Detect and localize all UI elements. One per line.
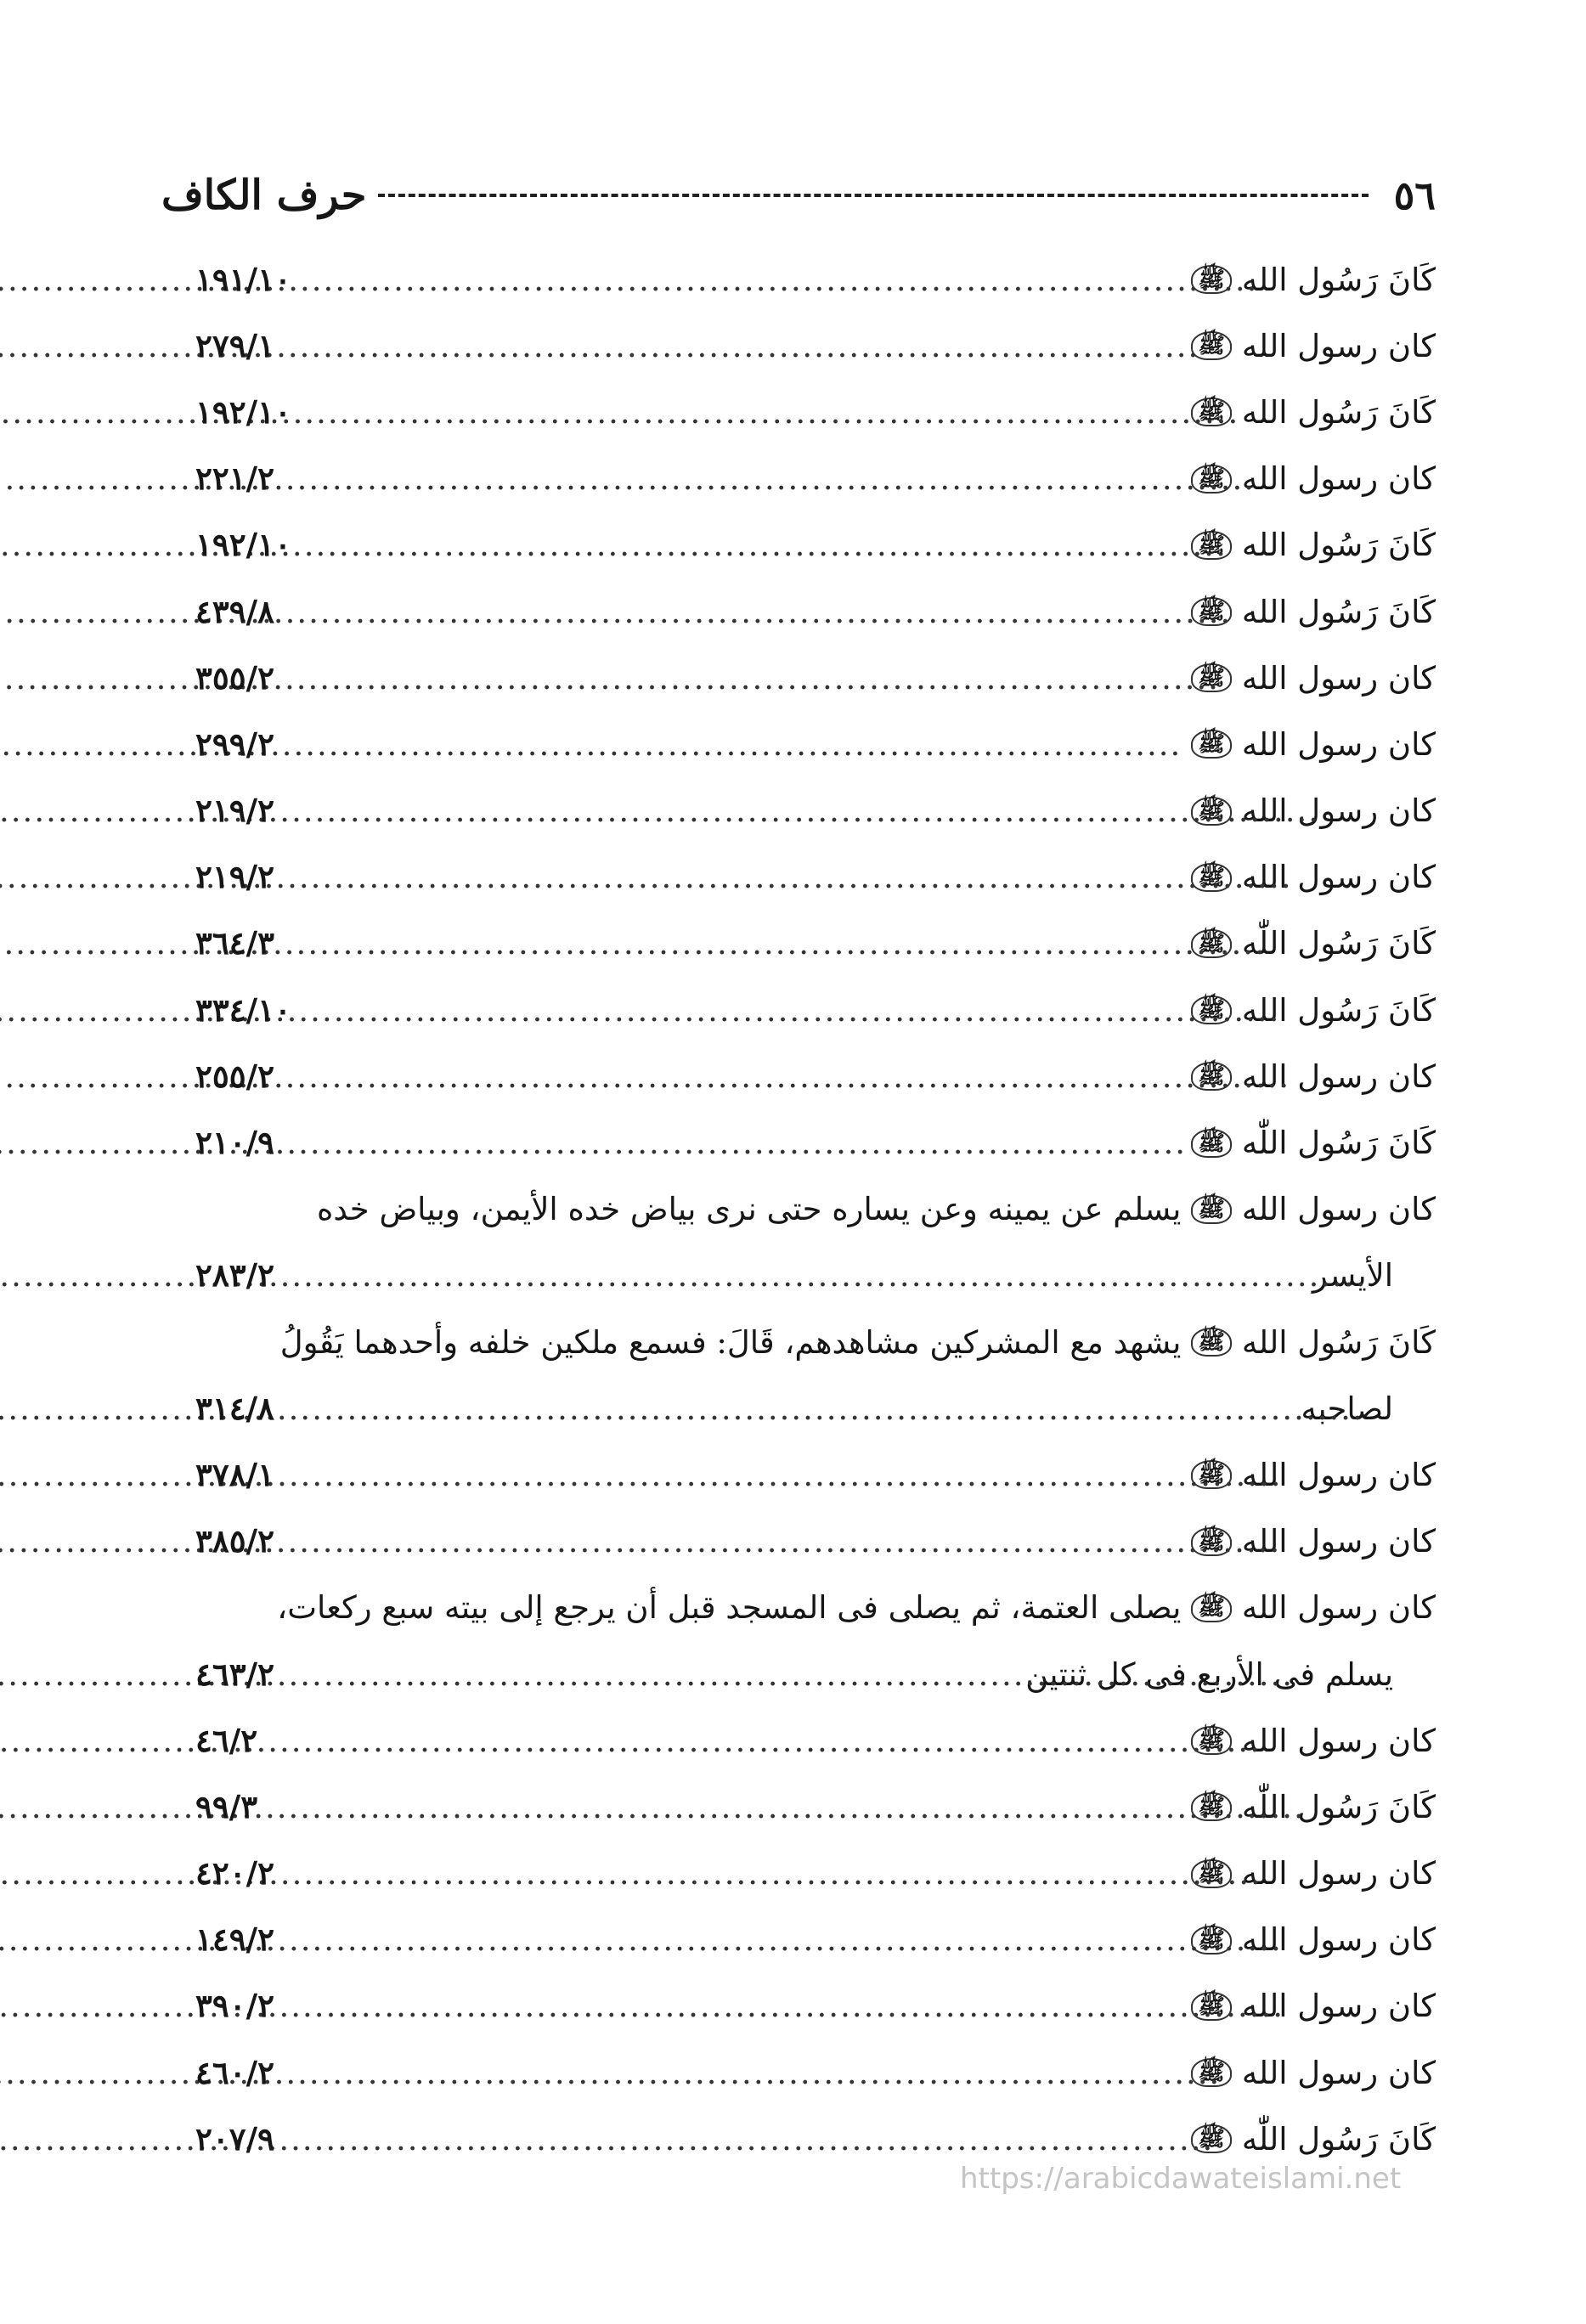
entry-opening: كَانَ رَسُول الله xyxy=(1241,1323,1436,1361)
entry-reference: ٩٩/٣ xyxy=(195,1787,258,1825)
entry-opening: كان رسول الله xyxy=(1241,659,1436,697)
watermark: https://arabicdawateislami.net xyxy=(960,2162,1402,2196)
leader-dots xyxy=(278,1526,1281,1557)
index-entry xyxy=(195,778,1436,844)
index-entry xyxy=(195,1841,1436,1907)
salutation-glyph-icon: ﷺ xyxy=(1191,730,1231,759)
entry-opening: كَانَ رَسُول الله xyxy=(1241,593,1436,630)
entry-text xyxy=(1198,1788,1436,1825)
salutation-glyph-icon: ﷺ xyxy=(1191,863,1231,892)
entry-opening: كان رسول الله xyxy=(1241,1722,1436,1759)
entry-line xyxy=(195,1043,1436,1109)
entry-line xyxy=(195,1707,1436,1774)
index-entry xyxy=(195,1973,1436,2039)
salutation-glyph-icon: ﷺ xyxy=(1191,1594,1231,1622)
entry-line xyxy=(195,379,1436,445)
entry-opening: كَانَ رَسُول الله xyxy=(1241,991,1436,1029)
entry-continuation-line xyxy=(195,1243,1436,1309)
salutation-glyph-icon: ﷺ xyxy=(1191,331,1231,360)
leader-dots xyxy=(295,995,1280,1026)
index-entry xyxy=(195,1109,1436,1176)
entry-line xyxy=(195,977,1436,1043)
salutation-glyph-icon: ﷺ xyxy=(1191,929,1231,958)
entry-reference: ٢٩٩/٢ xyxy=(195,725,275,763)
entry-opening: كان رسول الله xyxy=(1241,1058,1436,1095)
entry-reference: ١٤٩/٢ xyxy=(195,1921,275,1959)
leader-dots xyxy=(261,1791,1306,1823)
entry-reference: ٤٦٣/٢ xyxy=(195,1655,275,1693)
entry-line xyxy=(195,645,1436,711)
entry-text xyxy=(1198,793,1436,830)
entry-reference: ٣١٤/٨ xyxy=(195,1389,275,1427)
salutation-glyph-icon: ﷺ xyxy=(1191,265,1231,294)
leader-dots xyxy=(278,463,1256,494)
leader-dots xyxy=(278,1459,1283,1491)
index-entry xyxy=(195,1176,1436,1309)
entry-reference: ٢٥٥/٢ xyxy=(195,1057,275,1095)
entry-line xyxy=(195,313,1436,379)
entry-reference: ٣٧٨/١ xyxy=(195,1455,275,1493)
index-entry xyxy=(195,1907,1436,1973)
entry-reference: ٢١٩/٢ xyxy=(195,792,275,830)
salutation-glyph-icon: ﷺ xyxy=(1191,1527,1231,1556)
index-entry xyxy=(195,1707,1436,1774)
salutation-glyph-icon: ﷺ xyxy=(1191,398,1231,426)
entry-text xyxy=(1025,1656,1393,1693)
leader-dots xyxy=(295,529,1228,561)
leader-dots xyxy=(278,1127,1187,1159)
entry-line xyxy=(195,512,1436,578)
entry-opening: كَانَ رَسُول اللّٰه xyxy=(1241,1125,1436,1162)
entry-line xyxy=(195,1509,1436,1575)
entry-opening: كان رسول الله xyxy=(1241,1191,1436,1228)
leader-dots xyxy=(278,1990,1284,2022)
entry-opening: كان رسول الله xyxy=(1241,460,1436,498)
entry-content: يسلم فى الأربع فى كل ثنتين xyxy=(1025,1656,1393,1693)
leader-dots xyxy=(278,928,1267,959)
entry-text xyxy=(1198,593,1436,630)
entry-reference: ٢٠٧/٩ xyxy=(195,2119,275,2158)
hadith-index-list xyxy=(195,246,1436,2172)
index-entry xyxy=(195,1043,1436,1109)
leader-dots xyxy=(278,861,1293,893)
index-entry xyxy=(195,446,1436,512)
entry-opening: كَانَ رَسُول الله xyxy=(1241,393,1436,431)
entry-line xyxy=(195,2039,1436,2106)
entry-reference: ٢١٩/٢ xyxy=(195,858,275,896)
salutation-glyph-icon: ﷺ xyxy=(1191,531,1231,560)
leader-dots xyxy=(278,1393,1364,1424)
entry-opening: كان رسول الله xyxy=(1241,1523,1436,1560)
entry-reference: ٤٦٠/٢ xyxy=(195,2053,275,2091)
entry-line xyxy=(195,1973,1436,2039)
index-entry xyxy=(195,1441,1436,1508)
entry-text xyxy=(1198,1988,1436,2025)
entry-text xyxy=(1198,859,1436,896)
entry-line xyxy=(195,1774,1436,1840)
salutation-glyph-icon: ﷺ xyxy=(1191,2058,1231,2087)
section-title: حرف الكاف xyxy=(161,172,367,219)
salutation-glyph-icon: ﷺ xyxy=(1191,1460,1231,1489)
entry-opening: كَانَ رَسُول اللّٰه xyxy=(1241,1788,1436,1825)
entry-text xyxy=(317,1191,1436,1228)
entry-text xyxy=(1198,2120,1436,2158)
entry-reference: ٣٦٤/٣ xyxy=(195,924,275,962)
leader-dots xyxy=(278,2057,1221,2089)
leader-dots xyxy=(295,264,1259,296)
entry-line xyxy=(195,711,1436,777)
entry-text xyxy=(1301,1390,1393,1427)
entry-content: يصلى العتمة، ثم يصلى فى المسجد قبل أن يرجع إلى بيته سبع ركعات، xyxy=(277,1589,1182,1627)
entry-opening: كَانَ رَسُول اللّٰه xyxy=(1241,2120,1436,2158)
salutation-glyph-icon: ﷺ xyxy=(1191,1859,1231,1888)
entry-opening: كَانَ رَسُول الله xyxy=(1241,261,1436,298)
leader-dots xyxy=(278,1924,1283,1955)
salutation-glyph-icon: ﷺ xyxy=(1191,1992,1231,2021)
entry-text xyxy=(1312,1257,1393,1295)
entry-line xyxy=(195,578,1436,645)
entry-line xyxy=(195,1176,1436,1243)
entry-opening: كَانَ رَسُول اللّٰه xyxy=(1241,925,1436,962)
salutation-glyph-icon: ﷺ xyxy=(1191,663,1231,692)
index-entry xyxy=(195,645,1436,711)
entry-content: لصاحبه xyxy=(1301,1390,1393,1427)
index-entry xyxy=(195,1509,1436,1575)
entry-reference: ١٩١/١٠ xyxy=(195,260,291,298)
salutation-glyph-icon: ﷺ xyxy=(1191,597,1231,626)
index-entry xyxy=(195,977,1436,1043)
entry-opening: كان رسول الله xyxy=(1241,725,1436,763)
index-entry xyxy=(195,2039,1436,2106)
entry-content: يسلم عن يمينه وعن يساره حتى نرى بياض خده الأيمن، وبياض خده xyxy=(317,1191,1182,1228)
entry-opening: كان رسول الله xyxy=(1241,1988,1436,2025)
entry-opening: كان رسول الله xyxy=(1241,1855,1436,1892)
entry-opening: كَانَ رَسُول الله xyxy=(1241,527,1436,564)
header-rule xyxy=(378,194,1368,197)
entry-reference: ٣٥٥/٢ xyxy=(195,658,275,697)
entry-reference: ٢٢١/٢ xyxy=(195,460,275,498)
entry-text xyxy=(1198,1523,1436,1560)
entry-text xyxy=(277,1589,1436,1627)
index-entry xyxy=(195,379,1436,445)
entry-text xyxy=(1185,725,1436,763)
index-entry xyxy=(195,1309,1436,1441)
leader-dots xyxy=(278,1659,1294,1690)
entry-text xyxy=(1198,1855,1436,1892)
entry-reference: ٣٩٠/٢ xyxy=(195,1987,275,2025)
entry-text xyxy=(1198,991,1436,1029)
entry-reference: ٣٣٤/١٠ xyxy=(195,990,291,1029)
entry-text xyxy=(279,1323,1436,1361)
index-entry xyxy=(195,512,1436,578)
entry-text xyxy=(1198,659,1436,697)
entry-line xyxy=(195,778,1436,844)
index-entry xyxy=(195,246,1436,313)
leader-dots xyxy=(278,1061,1290,1092)
entry-opening: كان رسول الله xyxy=(1241,1589,1436,1627)
salutation-glyph-icon: ﷺ xyxy=(1191,1792,1231,1821)
entry-opening: كان رسول الله xyxy=(1241,1456,1436,1493)
entry-text xyxy=(1198,1456,1436,1493)
entry-opening: كان رسول الله xyxy=(1241,1921,1436,1959)
salutation-glyph-icon: ﷺ xyxy=(1191,1328,1231,1357)
entry-reference: ٤٣٩/٨ xyxy=(195,592,275,630)
entry-reference: ١٩٢/١٠ xyxy=(195,526,291,564)
entry-text xyxy=(1198,2054,1436,2091)
salutation-glyph-icon: ﷺ xyxy=(1191,1062,1231,1091)
leader-dots xyxy=(295,397,1239,428)
entry-opening: كان رسول الله xyxy=(1241,327,1436,364)
entry-line xyxy=(195,844,1436,911)
page-header xyxy=(161,161,1436,229)
leader-dots xyxy=(278,1260,1367,1291)
entry-text xyxy=(1198,393,1436,431)
index-entry xyxy=(195,844,1436,911)
entry-line xyxy=(195,1575,1436,1641)
entry-line xyxy=(195,246,1436,313)
entry-reference: ١٩٢/١٠ xyxy=(195,392,291,431)
index-entry xyxy=(195,578,1436,645)
salutation-glyph-icon: ﷺ xyxy=(1191,1926,1231,1955)
entry-opening: كان رسول الله xyxy=(1241,793,1436,830)
entry-line xyxy=(195,911,1436,977)
salutation-glyph-icon: ﷺ xyxy=(1191,1195,1231,1224)
entry-line xyxy=(195,1109,1436,1176)
entry-text xyxy=(1198,1921,1436,1959)
salutation-glyph-icon: ﷺ xyxy=(1191,465,1231,494)
entry-reference: ٢١٠/٩ xyxy=(195,1124,275,1162)
salutation-glyph-icon: ﷺ xyxy=(1191,2124,1231,2153)
entry-line xyxy=(195,446,1436,512)
entry-text xyxy=(1198,460,1436,498)
leader-dots xyxy=(278,729,1182,760)
leader-dots xyxy=(278,663,1220,694)
salutation-glyph-icon: ﷺ xyxy=(1191,1726,1231,1755)
entry-reference: ٤٢٠/٢ xyxy=(195,1854,275,1892)
entry-text xyxy=(1198,1722,1436,1759)
page-number: ٥٦ xyxy=(1393,172,1436,218)
salutation-glyph-icon: ﷺ xyxy=(1191,797,1231,826)
index-entry xyxy=(195,911,1436,977)
entry-content: يشهد مع المشركين مشاهدهم، قَالَ: فسمع ملكين خلفه وأحدهما يَقُولُ xyxy=(279,1323,1182,1361)
index-entry xyxy=(195,313,1436,379)
entry-text xyxy=(1198,527,1436,564)
entry-line xyxy=(195,1841,1436,1907)
salutation-glyph-icon: ﷺ xyxy=(1191,996,1231,1024)
entry-opening: كان رسول الله xyxy=(1241,2054,1436,2091)
salutation-glyph-icon: ﷺ xyxy=(1191,1129,1231,1158)
entry-text xyxy=(1198,327,1436,364)
entry-line xyxy=(195,1309,1436,1375)
entry-content: الأيسر xyxy=(1312,1257,1393,1295)
entry-text xyxy=(1190,1125,1436,1162)
entry-opening: كان رسول الله xyxy=(1241,859,1436,896)
leader-dots xyxy=(278,2124,1214,2155)
index-entry xyxy=(195,711,1436,777)
leader-dots xyxy=(278,1858,1262,1889)
entry-reference: ٤٦/٢ xyxy=(195,1721,258,1759)
leader-dots xyxy=(278,596,1232,628)
entry-reference: ٣٨٥/٢ xyxy=(195,1522,275,1560)
entry-line xyxy=(195,1907,1436,1973)
entry-line xyxy=(195,1441,1436,1508)
entry-text xyxy=(1198,261,1436,298)
leader-dots xyxy=(278,330,1199,362)
entry-continuation-line xyxy=(195,1641,1436,1707)
entry-text xyxy=(1198,1058,1436,1095)
entry-reference: ٢٨٣/٢ xyxy=(195,1256,275,1295)
entry-continuation-line xyxy=(195,1375,1436,1441)
leader-dots xyxy=(278,795,1320,826)
entry-text xyxy=(1198,925,1436,962)
index-entry xyxy=(195,1774,1436,1840)
index-entry xyxy=(195,1575,1436,1707)
entry-reference: ٢٧٩/١ xyxy=(195,326,275,364)
leader-dots xyxy=(261,1725,1261,1757)
